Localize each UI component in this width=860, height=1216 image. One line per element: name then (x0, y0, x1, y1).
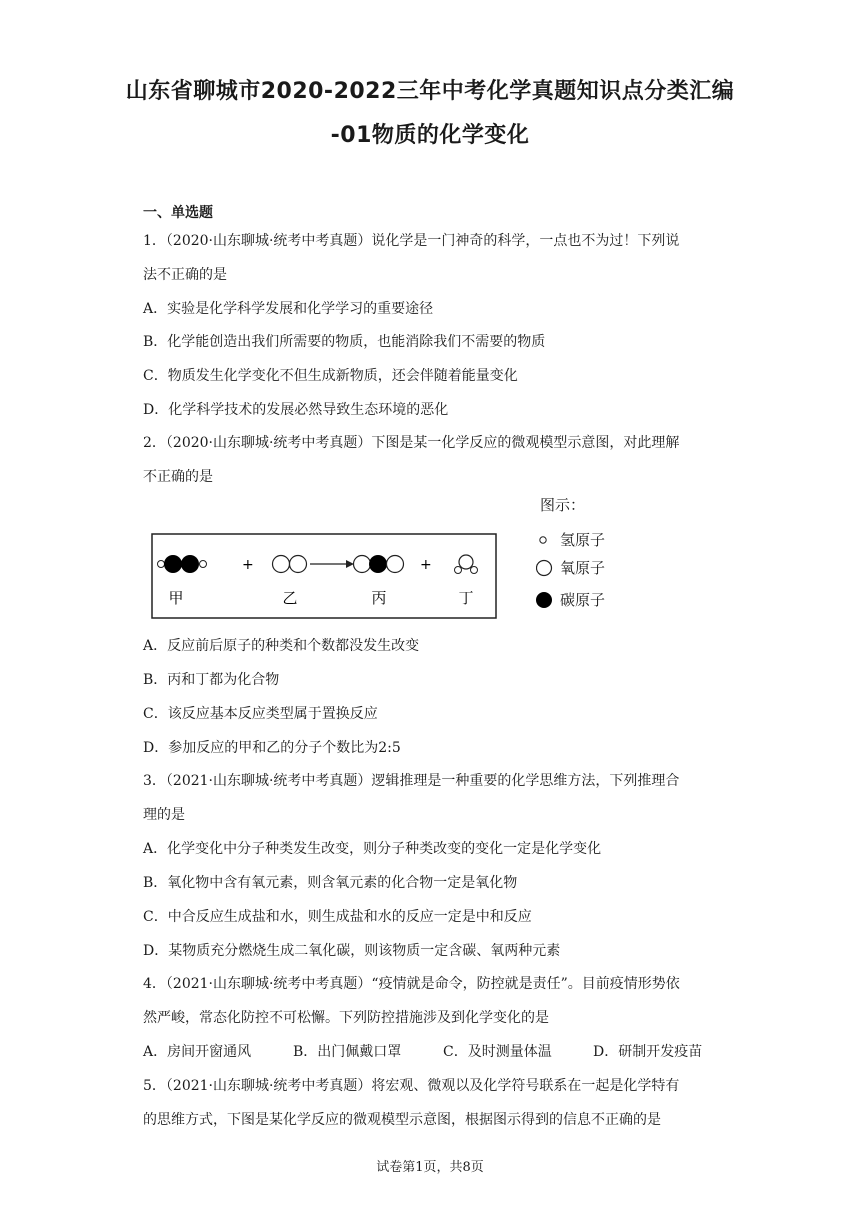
q5-stem-line2: 的思维方式，下图是某化学反应的微观模型示意图，根据图示得到的信息不正确的是 (143, 1112, 661, 1128)
label-bing: 丙 (371, 589, 387, 607)
plus-sign-1: + (242, 557, 254, 573)
q1-option-c: C．物质发生化学变化不但生成新物质，还会伴随着能量变化 (143, 368, 518, 384)
hydrogen-atom-icon (536, 531, 556, 549)
q3-stem-line1: 3．（2021·山东聊城·统考中考真题）逻辑推理是一种重要的化学思维方法，下列推理合 (143, 773, 680, 789)
q3-stem-line2: 理的是 (143, 807, 185, 823)
q4-stem-line2: 然严峻，常态化防控不可松懈。下列防控措施涉及到化学变化的是 (143, 1010, 549, 1026)
legend-oxygen-label: 氧原子 (560, 559, 606, 577)
oxygen-atom-icon (536, 558, 556, 578)
molecule-bing (354, 555, 404, 573)
label-yi: 乙 (282, 589, 298, 607)
title-line-2: -01物质的化学变化 (330, 123, 530, 148)
q1-stem-line2: 法不正确的是 (143, 267, 227, 283)
label-jia: 甲 (168, 589, 184, 607)
reaction-diagram (150, 531, 500, 621)
molecule-ding (455, 555, 478, 574)
q3-option-b: B．氧化物中含有氧元素，则含氧元素的化合物一定是氧化物 (143, 875, 518, 891)
q4-option-a: A．房间开窗通风 (143, 1044, 252, 1060)
reaction-arrow (310, 560, 354, 568)
q3-option-d: D．某物质充分燃烧生成二氧化碳，则该物质一定含碳、氧两种元素 (143, 943, 561, 959)
q4-stem-line1: 4．（2021·山东聊城·统考中考真题）“疫情就是命令，防控就是责任”。目前疫情形势依 (143, 976, 680, 992)
legend-hydrogen (536, 529, 605, 550)
legend-oxygen (536, 557, 605, 578)
q2-stem-line1: 2．（2020·山东聊城·统考中考真题）下图是某一化学反应的微观模型示意图，对此理解 (143, 435, 680, 451)
q1-stem-line1: 1．（2020·山东聊城·统考中考真题）说化学是一门神奇的科学，一点也不为过！下列说 (143, 233, 680, 249)
q1-option-a: A．实验是化学科学发展和化学学习的重要途径 (143, 301, 434, 317)
q3-option-a: A．化学变化中分子种类发生改变，则分子种类改变的变化一定是化学变化 (143, 841, 602, 857)
q2-stem-line2: 不正确的是 (143, 469, 213, 485)
molecule-jia (158, 555, 207, 573)
q5-stem-line1: 5．（2021·山东聊城·统考中考真题）将宏观、微观以及化学符号联系在一起是化学特有 (143, 1078, 680, 1094)
legend-title: 图示： (540, 496, 586, 514)
q4-option-b: B．出门佩戴口罩 (293, 1044, 402, 1060)
section-heading: 一、单选题 (143, 205, 213, 221)
diagram-frame (152, 534, 496, 618)
q4-options (143, 1041, 723, 1063)
title-line-1: 山东省聊城市2020-2022三年中考化学真题知识点分类汇编 (125, 79, 735, 104)
q1-option-b: B．化学能创造出我们所需要的物质，也能消除我们不需要的物质 (143, 334, 546, 350)
legend-carbon-label: 碳原子 (560, 591, 606, 609)
carbon-atom-icon (536, 590, 556, 610)
q3-option-c: C．中合反应生成盐和水，则生成盐和水的反应一定是中和反应 (143, 909, 532, 925)
molecule-yi (273, 556, 307, 573)
q2-option-c: C．该反应基本反应类型属于置换反应 (143, 706, 378, 722)
q2-option-d: D．参加反应的甲和乙的分子个数比为2:5 (143, 740, 401, 756)
page-footer: 试卷第1页，共8页 (376, 1160, 484, 1175)
q2-option-b: B．丙和丁都为化合物 (143, 672, 280, 688)
q2-option-a: A．反应前后原子的种类和个数都没发生改变 (143, 638, 420, 654)
q4-option-d: D．研制开发疫苗 (593, 1044, 703, 1060)
legend-carbon (536, 589, 605, 610)
q4-option-c: C．及时测量体温 (443, 1044, 552, 1060)
label-ding: 丁 (458, 589, 474, 607)
legend-hydrogen-label: 氢原子 (560, 531, 606, 549)
q1-option-d: D．化学科学技术的发展必然导致生态环境的恶化 (143, 402, 449, 418)
plus-sign-2: + (420, 557, 432, 573)
